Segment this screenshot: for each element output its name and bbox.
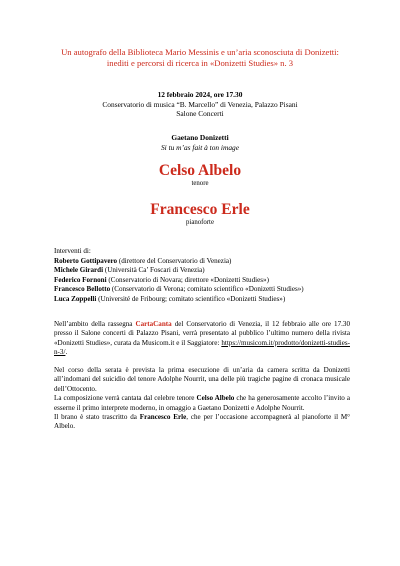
intro-text-start: Nell’ambito della rassegna <box>54 320 136 328</box>
performer-name: Celso Albelo <box>158 162 242 179</box>
performer-2 <box>40 201 360 227</box>
piece-title: Si tu m’as fait à ton image <box>160 142 239 152</box>
speakers-heading: Interventi di: <box>54 247 91 255</box>
cartacanta-brand: CartaCanta <box>135 320 172 328</box>
speaker-affiliation: (direttore del Conservatorio di Venezia) <box>117 256 232 265</box>
title-line-1: Un autografo della Biblioteca Mario Messinis e un’aria sconosciuta di Donizetti: <box>61 47 339 57</box>
pianist-name: Francesco Erle <box>139 413 187 422</box>
intro-text-body: del Conservatorio di Venezia, il 12 febbraio alle ore 17.30 presso il Salone concerti di Palazzo Pisani, verrà presentato al pubblico l’ultimo numero della rivista «Donizetti Studies», curata da Musicom.it e il Saggiatore: <box>54 320 350 347</box>
speaker-row <box>54 257 354 267</box>
details-line-2-start: La composizione verrà cantata dal celebre tenore <box>54 394 197 403</box>
speaker-affiliation: (Conservatorio di Verona; comitato scientifico «Donizetti Studies») <box>110 285 304 293</box>
details-paragraph <box>54 366 350 432</box>
performer-1 <box>40 162 360 188</box>
speaker-name: Roberto Gottipavero <box>54 256 118 265</box>
musicom-link[interactable]: https://musicom.it/prodotto/donizetti-studies-n-3/ <box>54 338 350 357</box>
speaker-row <box>54 285 354 295</box>
event-date: 12 febbraio 2024, ore 17.30 <box>157 90 243 99</box>
event-info <box>40 90 360 119</box>
event-room: Salone Concerti <box>176 109 224 119</box>
speaker-name: Luca Zoppelli <box>54 294 97 303</box>
intro-paragraph <box>54 320 350 358</box>
speaker-row <box>54 266 354 276</box>
event-venue: Conservatorio di musica “B. Marcello” di Venezia, Palazzo Pisani <box>102 99 298 109</box>
speakers-list <box>54 247 354 304</box>
performer-role: tenore <box>191 180 209 187</box>
speaker-name: Francesco Bellotto <box>54 285 111 293</box>
title-line-2: inediti e percorsi di ricerca in «Donizetti Studies» n. 3 <box>106 58 294 68</box>
performer-role: pianoforte <box>186 219 214 226</box>
intro-text-end: . <box>65 348 68 357</box>
speaker-name: Federico Fornoni <box>54 275 107 284</box>
performer-name: Francesco Erle <box>150 201 250 218</box>
composer-name: Gaetano Donizetti <box>171 133 229 142</box>
details-line-2 <box>54 394 350 413</box>
document-title <box>30 47 370 69</box>
speaker-affiliation: (Università Ca’ Foscari di Venezia) <box>103 266 205 274</box>
speaker-row <box>54 276 354 286</box>
details-line-3-end: , che per l’occasione accompagnerà al pianoforte il M° Albelo. <box>54 413 350 431</box>
speaker-name: Michele Girardi <box>54 266 104 274</box>
details-line-2-end: che ha generosamente accolto l’invito a esserne il primo interprete moderno, in omaggio a Gaetano Donizetti e Adolphe Nourrit. <box>54 394 350 412</box>
tenor-name: Celso Albelo <box>196 394 235 403</box>
details-line-3-start: Il brano è stato trascritto da <box>54 413 140 422</box>
work-info <box>40 133 360 152</box>
speaker-affiliation: (Université de Fribourg; comitato scientifico «Donizetti Studies») <box>96 294 286 303</box>
speaker-row <box>54 295 354 305</box>
speaker-affiliation: (Conservatorio di Novara; direttore «Donizetti Studies») <box>106 275 269 284</box>
details-line-3 <box>54 413 350 432</box>
details-line-1: Nel corso della serata è prevista la prima esecuzione di un’aria da camera scritta da Donizetti all’indomani del suicidio del tenore Adolphe Nourrit, una delle più tragiche pagine di cronaca musicale dell’Ottocento. <box>54 366 350 393</box>
